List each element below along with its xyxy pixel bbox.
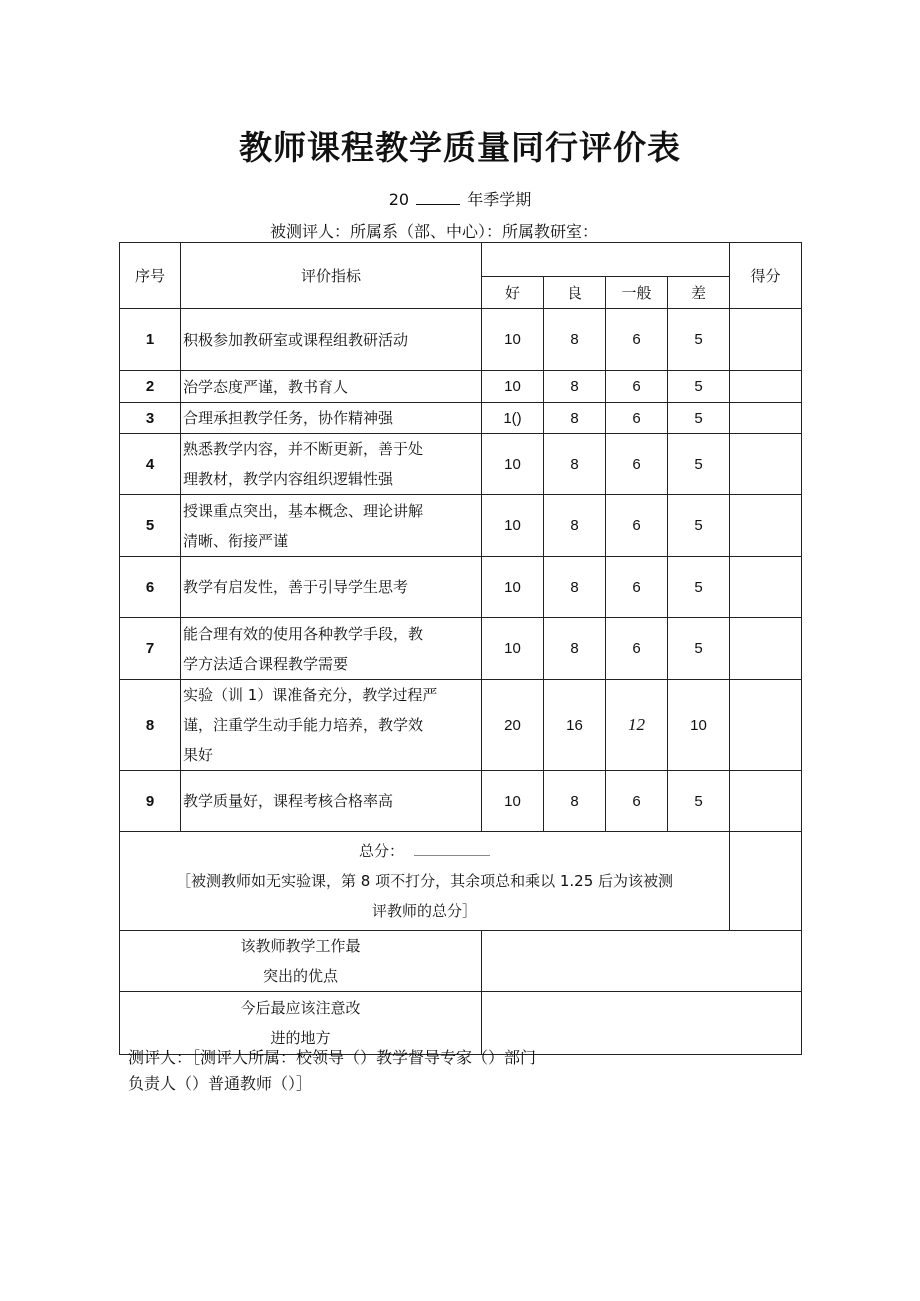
score-poor: 5 <box>668 557 730 618</box>
footer-line1: 测评人：［测评人所属：校领导（）教学督导专家（）部门 <box>128 1048 537 1067</box>
score-input-cell[interactable] <box>730 371 802 403</box>
score-input-cell[interactable] <box>730 557 802 618</box>
score-poor: 5 <box>668 434 730 495</box>
score-input-cell[interactable] <box>730 434 802 495</box>
term-prefix: 20 <box>388 190 410 209</box>
score-input-cell[interactable] <box>730 495 802 557</box>
header-poor: 差 <box>668 277 730 309</box>
score-fair: 8 <box>544 495 606 557</box>
header-fair: 良 <box>544 277 606 309</box>
row-indicator: 教学有启发性，善于引导学生思考 <box>181 557 482 618</box>
row-seq: 1 <box>120 309 181 371</box>
score-average: 12 <box>606 680 668 771</box>
evaluation-table <box>119 242 802 1055</box>
score-good: 10 <box>482 371 544 403</box>
score-average: 6 <box>606 403 668 434</box>
score-fair: 8 <box>544 771 606 832</box>
header-grade-group <box>482 243 730 277</box>
total-cell <box>120 832 730 931</box>
strengths-row <box>120 931 802 992</box>
row-indicator: 实验（训 1）课准备充分，教学过程严 谨，注重学生动手能力培养，教学效 果好 <box>181 680 482 771</box>
row-indicator: 能合理有效的使用各种教学手段，教 学方法适合课程教学需要 <box>181 618 482 680</box>
strengths-input-cell[interactable] <box>482 931 802 992</box>
score-good: 10 <box>482 434 544 495</box>
header-row-1 <box>120 243 802 277</box>
total-blank[interactable] <box>414 841 490 856</box>
term-suffix: 年季学期 <box>467 190 532 209</box>
score-fair: 8 <box>544 371 606 403</box>
header-average: 一般 <box>606 277 668 309</box>
page-title: 教师课程教学质量同行评价表 <box>239 128 681 167</box>
score-good: 10 <box>482 495 544 557</box>
header-score: 得分 <box>730 243 802 309</box>
score-good: 20 <box>482 680 544 771</box>
table-row <box>120 371 802 403</box>
score-poor: 5 <box>668 309 730 371</box>
row-indicator: 教学质量好，课程考核合格率高 <box>181 771 482 832</box>
row-seq: 5 <box>120 495 181 557</box>
row-seq: 6 <box>120 557 181 618</box>
score-fair: 8 <box>544 557 606 618</box>
total-row <box>120 832 802 931</box>
header-seq: 序号 <box>120 243 181 309</box>
score-fair: 8 <box>544 618 606 680</box>
term-line <box>0 187 920 210</box>
total-score-cell[interactable] <box>730 832 802 931</box>
score-poor: 5 <box>668 618 730 680</box>
row-seq: 7 <box>120 618 181 680</box>
row-indicator: 授课重点突出，基本概念、理论讲解 清晰、衔接严谨 <box>181 495 482 557</box>
row-indicator: 合理承担教学任务，协作精神强 <box>181 403 482 434</box>
table-row <box>120 557 802 618</box>
row-indicator: 积极参加教研室或课程组教研活动 <box>181 309 482 371</box>
table-row <box>120 434 802 495</box>
row-seq: 8 <box>120 680 181 771</box>
score-good: 10 <box>482 309 544 371</box>
footer-line2: 负责人（）普通教师（）］ <box>128 1074 313 1093</box>
improve-label: 今后最应该注意改 进的地方 <box>120 992 482 1055</box>
score-average: 6 <box>606 495 668 557</box>
total-label: 总分： <box>358 842 404 860</box>
row-seq: 4 <box>120 434 181 495</box>
score-poor: 10 <box>668 680 730 771</box>
score-poor: 5 <box>668 371 730 403</box>
score-average: 6 <box>606 371 668 403</box>
score-fair: 16 <box>544 680 606 771</box>
score-average: 6 <box>606 618 668 680</box>
row-seq: 3 <box>120 403 181 434</box>
table-row <box>120 680 802 771</box>
score-average: 6 <box>606 434 668 495</box>
table-row <box>120 495 802 557</box>
score-fair: 8 <box>544 434 606 495</box>
total-note-line2: 评教师的总分］ <box>371 902 477 920</box>
score-good: 10 <box>482 557 544 618</box>
score-good: 1() <box>482 403 544 434</box>
score-input-cell[interactable] <box>730 618 802 680</box>
row-indicator: 熟悉教学内容，并不断更新，善于处 理教材，教学内容组织逻辑性强 <box>181 434 482 495</box>
header-good: 好 <box>482 277 544 309</box>
score-poor: 5 <box>668 495 730 557</box>
footer <box>128 1045 536 1097</box>
strengths-label: 该教师教学工作最 突出的优点 <box>120 931 482 992</box>
score-fair: 8 <box>544 309 606 371</box>
evaluatee-line: 被测评人：所属系（部、中心）：所属教研室： <box>270 222 599 241</box>
row-seq: 9 <box>120 771 181 832</box>
total-note-line1: ［被测教师如无实验课，第 8 项不打分，其余项总和乘以 1.25 后为该被测 <box>175 872 674 890</box>
row-seq: 2 <box>120 371 181 403</box>
score-poor: 5 <box>668 403 730 434</box>
table-row <box>120 403 802 434</box>
score-average: 6 <box>606 309 668 371</box>
table-row <box>120 618 802 680</box>
score-poor: 5 <box>668 771 730 832</box>
header-indicator: 评价指标 <box>181 243 482 309</box>
score-input-cell[interactable] <box>730 309 802 371</box>
score-good: 10 <box>482 771 544 832</box>
row-indicator: 治学态度严谨，教书育人 <box>181 371 482 403</box>
score-average: 6 <box>606 771 668 832</box>
score-input-cell[interactable] <box>730 680 802 771</box>
table-row <box>120 771 802 832</box>
score-fair: 8 <box>544 403 606 434</box>
score-input-cell[interactable] <box>730 403 802 434</box>
score-good: 10 <box>482 618 544 680</box>
score-input-cell[interactable] <box>730 771 802 832</box>
table-row <box>120 309 802 371</box>
score-average: 6 <box>606 557 668 618</box>
term-year-blank[interactable] <box>416 190 460 205</box>
